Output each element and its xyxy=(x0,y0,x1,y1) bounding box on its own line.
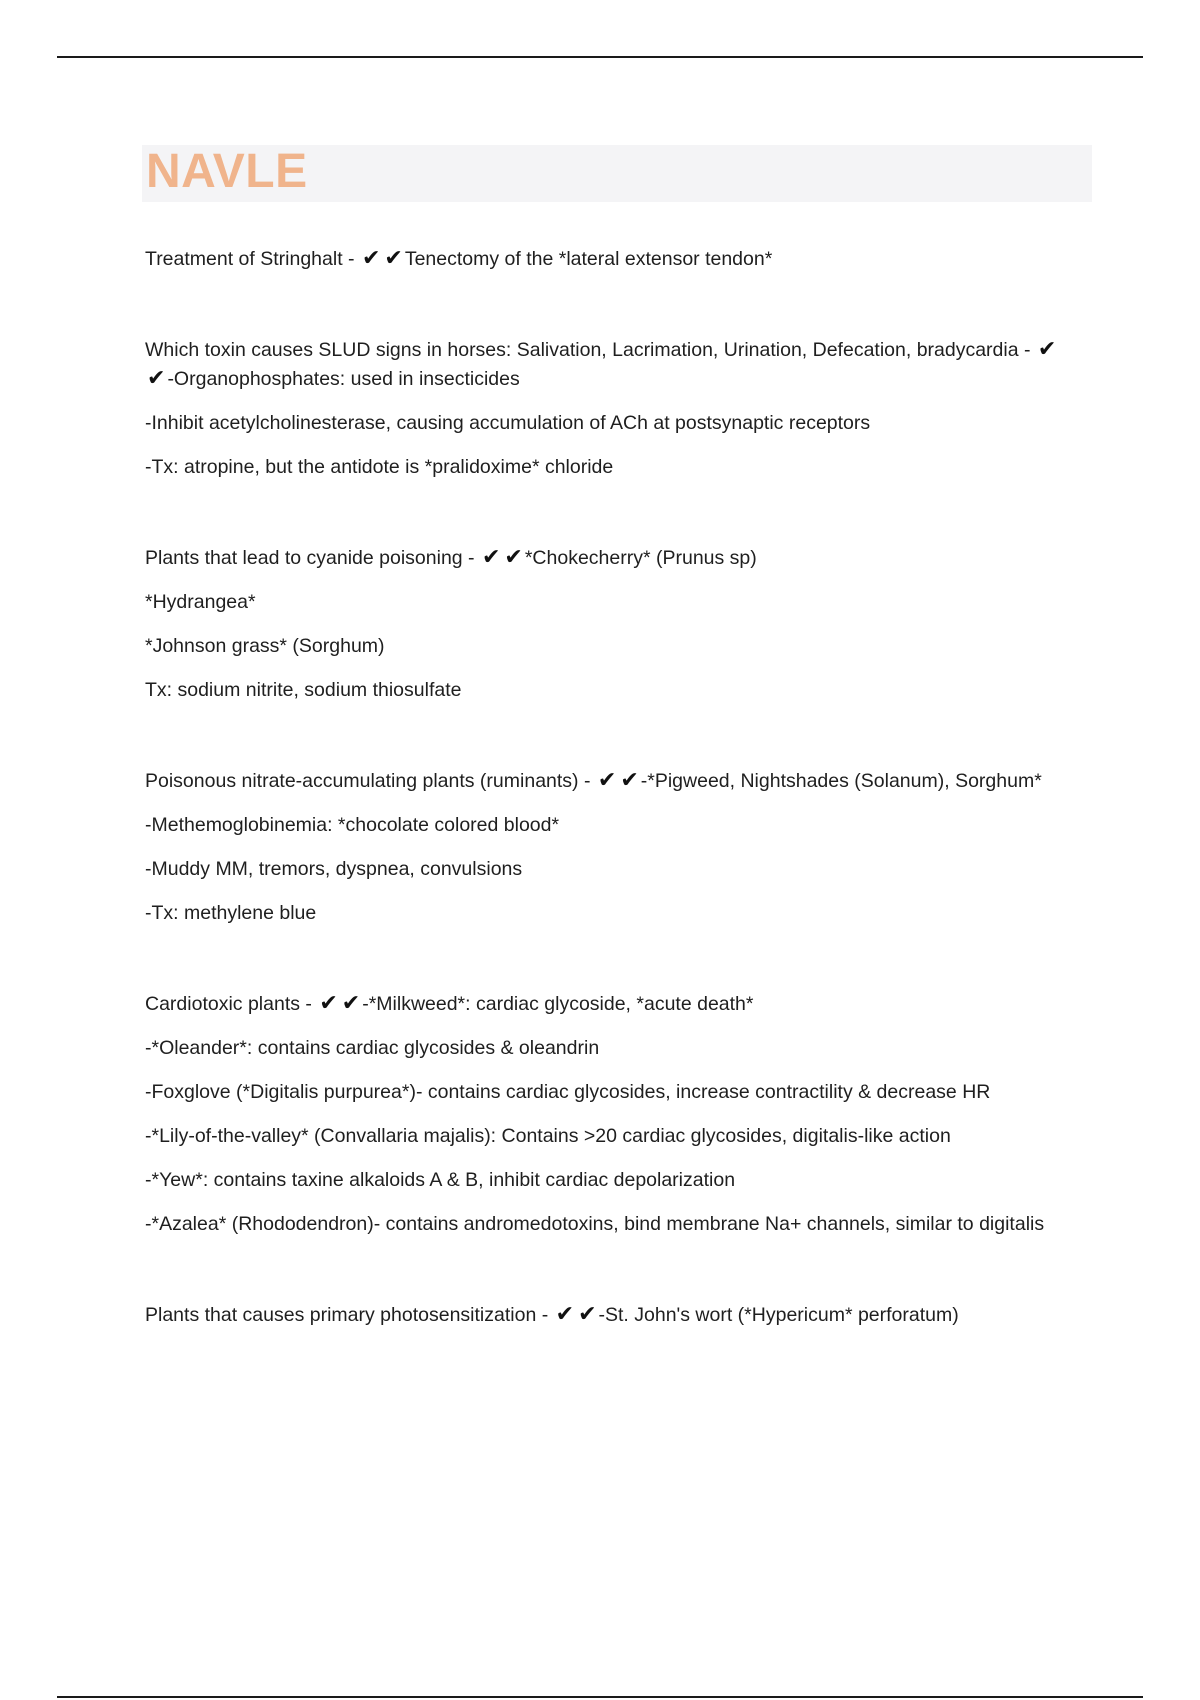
flashcard xyxy=(145,245,1065,274)
card-detail: -Methemoglobinemia: *chocolate colored blood* xyxy=(145,814,560,836)
check-icon: ✔ xyxy=(555,1302,575,1327)
card-detail: -Tx: atropine, but the antidote is *pralidoxime* chloride xyxy=(145,456,614,478)
card-detail: -Foxglove (*Digitalis purpurea*)- contains cardiac glycosides, increase contractility & decrease HR xyxy=(145,1081,991,1103)
flashcard xyxy=(145,990,1065,1239)
card-question-line xyxy=(145,336,1065,394)
card-question-line xyxy=(145,767,1065,796)
check-icon: ✔ xyxy=(597,768,617,793)
card-answer: -*Pigweed, Nightshades (Solanum), Sorghum* xyxy=(640,770,1042,792)
flashcard xyxy=(145,767,1065,928)
card-question: Treatment of Stringhalt - xyxy=(145,248,360,270)
check-icon: ✔ xyxy=(1037,337,1057,362)
check-icon: ✔ xyxy=(384,246,403,271)
card-question-line xyxy=(145,544,1065,573)
check-icon: ✔ xyxy=(481,545,501,570)
check-icon: ✔ xyxy=(504,545,523,570)
card-detail: Tx: sodium nitrite, sodium thiosulfate xyxy=(145,679,462,701)
check-icon: ✔ xyxy=(578,1302,597,1327)
card-answer: -St. John's wort (*Hypericum* perforatum) xyxy=(598,1304,959,1326)
check-icon: ✔ xyxy=(620,768,639,793)
card-detail: -Tx: methylene blue xyxy=(145,902,317,924)
card-detail: -*Oleander*: contains cardiac glycosides & oleandrin xyxy=(145,1037,600,1059)
check-icon: ✔ xyxy=(147,366,166,391)
card-detail: -*Yew*: contains taxine alkaloids A & B, inhibit cardiac depolarization xyxy=(145,1169,736,1191)
footer-rule xyxy=(57,1696,1143,1698)
header-rule xyxy=(57,56,1143,58)
card-answer: Tenectomy of the *lateral extensor tendon* xyxy=(404,248,773,270)
card-detail: -Muddy MM, tremors, dyspnea, convulsions xyxy=(145,858,523,880)
card-question: Plants that lead to cyanide poisoning - xyxy=(145,547,480,569)
card-question: Plants that causes primary photosensitization - xyxy=(145,1304,554,1326)
card-detail: -*Lily-of-the-valley* (Convallaria majalis): Contains >20 cardiac glycosides, digitalis-like action xyxy=(145,1125,951,1147)
check-icon: ✔ xyxy=(361,246,381,271)
flashcard-list xyxy=(145,245,1065,1392)
flashcard xyxy=(145,336,1065,482)
card-detail: -*Azalea* (Rhododendron)- contains andromedotoxins, bind membrane Na+ channels, similar to digitalis xyxy=(145,1213,1045,1235)
card-question-line xyxy=(145,1301,1065,1330)
card-question: Cardiotoxic plants - xyxy=(145,993,318,1015)
check-icon: ✔ xyxy=(341,991,361,1016)
card-question-line xyxy=(145,245,1065,274)
card-detail: *Johnson grass* (Sorghum) xyxy=(145,635,385,657)
flashcard xyxy=(145,544,1065,705)
card-question: Poisonous nitrate-accumulating plants (ruminants) - xyxy=(145,770,596,792)
flashcard xyxy=(145,1301,1065,1330)
page-title: NAVLE xyxy=(146,145,308,198)
card-question: Which toxin causes SLUD signs in horses: Salivation, Lacrimation, Urination, Defecation, bradycardia - xyxy=(145,339,1036,361)
card-answer: -*Milkweed*: cardiac glycoside, *acute death* xyxy=(362,993,754,1015)
card-detail: -Inhibit acetylcholinesterase, causing accumulation of ACh at postsynaptic receptors xyxy=(145,412,871,434)
card-detail: *Hydrangea* xyxy=(145,591,256,613)
card-question-line xyxy=(145,990,1065,1019)
card-answer: -Organophosphates: used in insecticides xyxy=(167,368,520,390)
card-answer: *Chokecherry* (Prunus sp) xyxy=(524,547,757,569)
check-icon: ✔ xyxy=(319,991,338,1016)
